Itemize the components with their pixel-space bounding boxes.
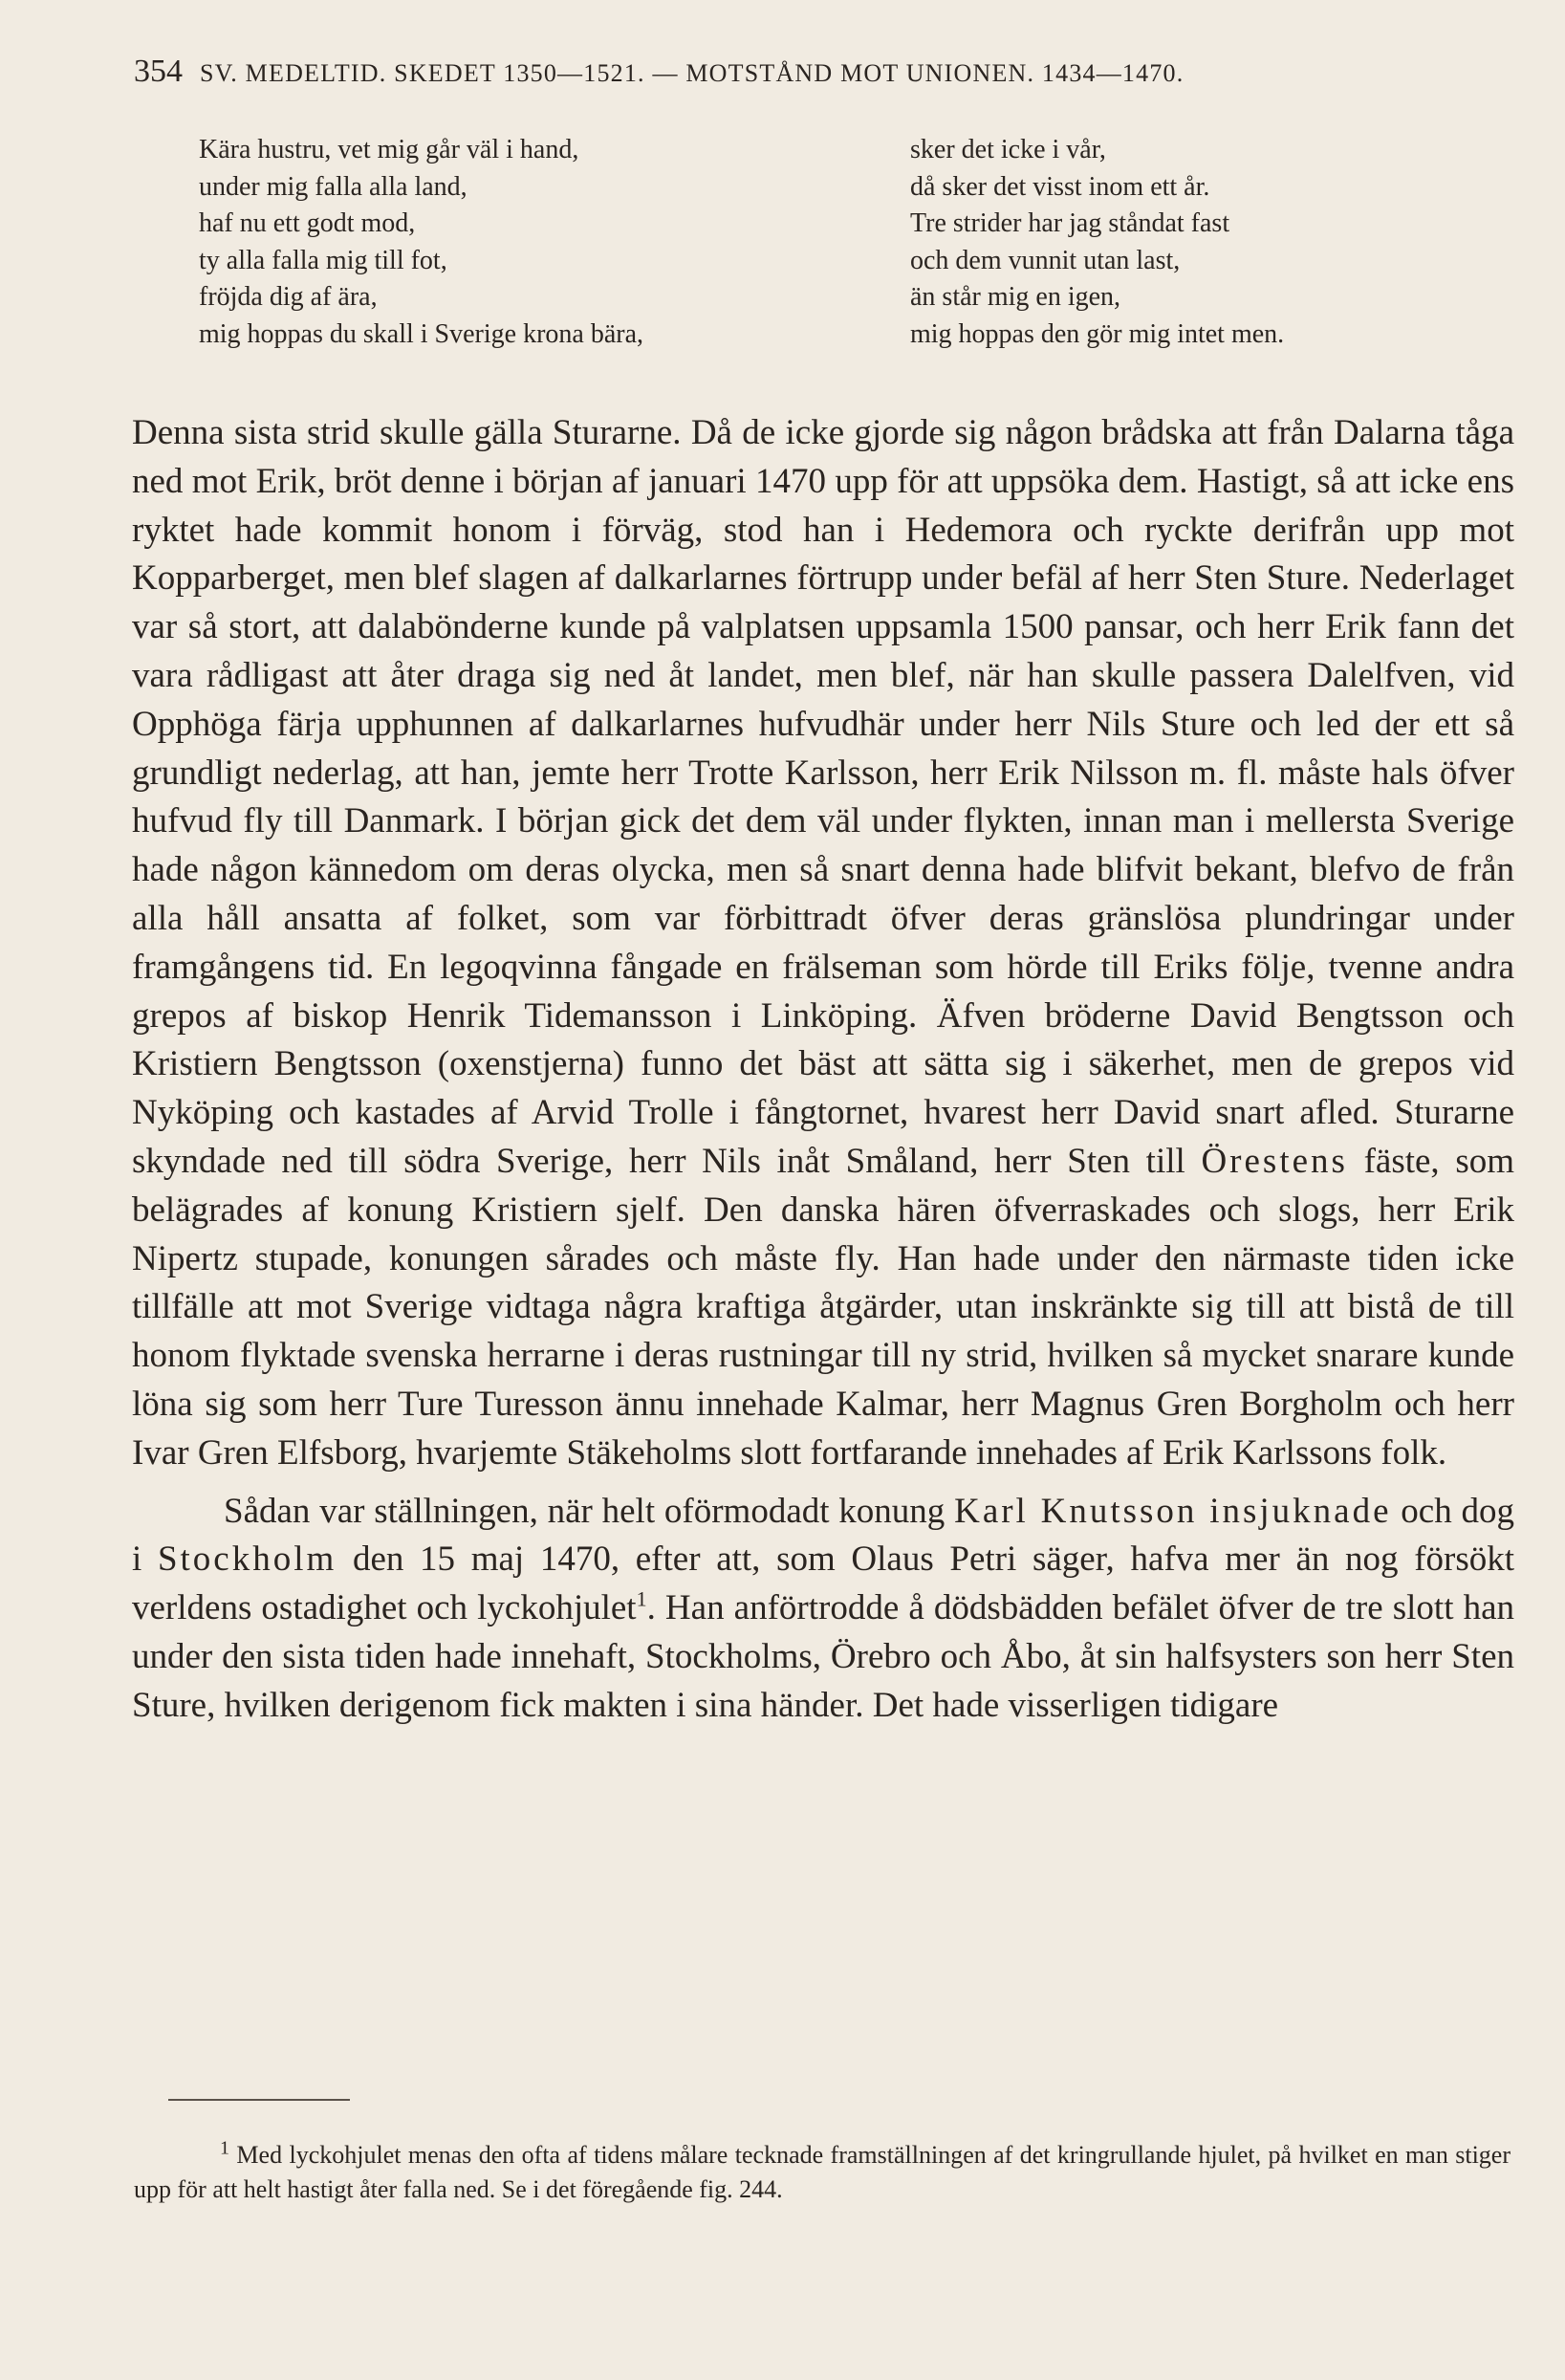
poem-line: och dem vunnit utan last, <box>910 245 1181 275</box>
poem-line: då sker det visst inom ett år. <box>910 171 1210 202</box>
poem-line: haf nu ett godt mod, <box>199 208 416 238</box>
paragraph-2-start: Sådan var ställningen, när helt oförmodadt konung <box>224 1491 946 1531</box>
poem-line: Kära hustru, vet mig går väl i hand, <box>199 135 579 164</box>
poem-line: än står mig en igen, <box>910 282 1121 312</box>
poem-left-column <box>199 132 643 353</box>
poem-line: Tre strider har jag ståndat fast <box>910 208 1230 238</box>
running-header <box>134 54 1530 90</box>
paragraph-2-end: . Han anförtrodde å dödsbädden befälet öfver de tre slott han under den sista tiden hade innehaft, Stockholms, Örebro och Åbo, åt sin halfsysters son herr Sten Sture, hvilken derigenom fick makten i sina händer. Det hade visserligen tidigare <box>132 1588 1514 1725</box>
poem-line: ty alla falla mig till fot, <box>199 245 447 275</box>
running-title: SV. MEDELTID. SKEDET 1350—1521. — MOTSTÅND MOT UNIONEN. 1434—1470. <box>200 59 1185 87</box>
footnote-divider <box>168 2099 350 2101</box>
paragraph-1 <box>132 409 1514 1478</box>
paragraph-2-mid-2: den 15 maj 1470, efter att, som Olaus Petri säger, hafva mer än nog försökt verldens ostadighet och lyckohjulet <box>132 1539 1515 1628</box>
poem-line: mig hoppas den gör mig intet men. <box>910 318 1285 349</box>
footnote <box>134 2138 1511 2207</box>
spaced-name-orestens: Örestens <box>1201 1141 1348 1181</box>
poem-right-column <box>910 132 1284 353</box>
page-number: 354 <box>134 54 183 89</box>
paragraph-2 <box>132 1488 1514 1731</box>
poem-line: mig hoppas du skall i Sverige krona bära, <box>199 318 644 349</box>
poem-line: sker det icke i vår, <box>910 135 1106 164</box>
paragraph-1-end: fäste, som belägrades af konung Kristiern sjelf. Den danska hären öfverraskades och slogs, herr Erik Nipertz stupade, konungen sårades och måste fly. Han hade under den närmaste tiden icke tillfälle att mot Sverige vidtaga några kraftiga åtgärder, utan inskränkte sig till att bistå de till honom flyktade svenska herrarne i deras rustningar till ny strid, hvilken så mycket snarare kunde löna sig som herr Ture Turesson ännu innehade Kalmar, herr Magnus Gren Borgholm och herr Ivar Gren Elfsborg, hvarjemte Stäkeholms slott fortfarande innehades af Erik Karlssons folk. <box>132 1141 1515 1473</box>
footnote-number: 1 <box>220 2137 229 2159</box>
paragraph-2-mid-1: och dog i <box>132 1491 1514 1580</box>
spaced-name-stockholm: Stockholm <box>157 1539 337 1580</box>
body-text <box>132 409 1514 1731</box>
paragraph-1-text: Denna sista strid skulle gälla Sturarne. Då de icke gjorde sig någon brådska att från Dalarna tåga ned mot Erik, bröt denne i början af januari 1470 upp för att uppsöka dem. Hastigt, så att icke ens ryktet hade kommit honom i förväg, stod han i Hedemora och ryckte derifrån upp mot Kopparberget, men blef slagen af dalkarlarnes förtrupp under befäl af herr Sten Sture. Nederlaget var så stort, att dalabönderne kunde på valplatsen uppsamla 1500 pansar, och herr Erik fann det vara rådligast att åter draga sig ned åt landet, men blef, när han skulle passera Dalelfven, vid Opphöga färja upphunnen af dalkarlarnes hufvudhär under herr Nils Sture och led der ett så grundligt nederlag, att han, jemte herr Trotte Karlsson, herr Erik Nilsson m. fl. måste hals öfver hufvud fly till Danmark. I början gick det dem väl under flykten, innan man i mellersta Sverige hade någon kännedom om deras olycka, men så snart denna hade blifvit bekant, blefvo de från alla håll ansatta af folket, som var förbittradt öfver deras gränslösa plundringar under framgångens tid. En legoqvinna fångade en frälseman som hörde till Eriks följe, tvenne andra grepos af biskop Henrik Tidemansson i Linköping. Äfven bröderne David Bengtsson och Kristiern Bengtsson (oxenstjerna) funno det bäst att sätta sig i säkerhet, men de grepos vid Nyköping och kastades af Arvid Trolle i fångtornet, hvarest herr David snart afled. Sturarne skyndade ned till södra Sverige, herr Nils inåt Småland, herr Sten till <box>132 413 1514 1181</box>
poem-line: under mig falla alla land, <box>199 171 467 202</box>
spaced-name-karl-knutsson: Karl Knutsson insjuknade <box>954 1491 1392 1531</box>
footnote-text: Med lyckohjulet menas den ofta af tidens målare tecknade framställningen af det kringrullande hjulet, på hvilket en man stiger upp för att helt hastigt åter falla ned. Se i det föregående fig. 244. <box>134 2141 1511 2203</box>
poem-line: fröjda dig af ära, <box>199 282 378 312</box>
footnote-reference[interactable]: 1 <box>636 1586 647 1611</box>
